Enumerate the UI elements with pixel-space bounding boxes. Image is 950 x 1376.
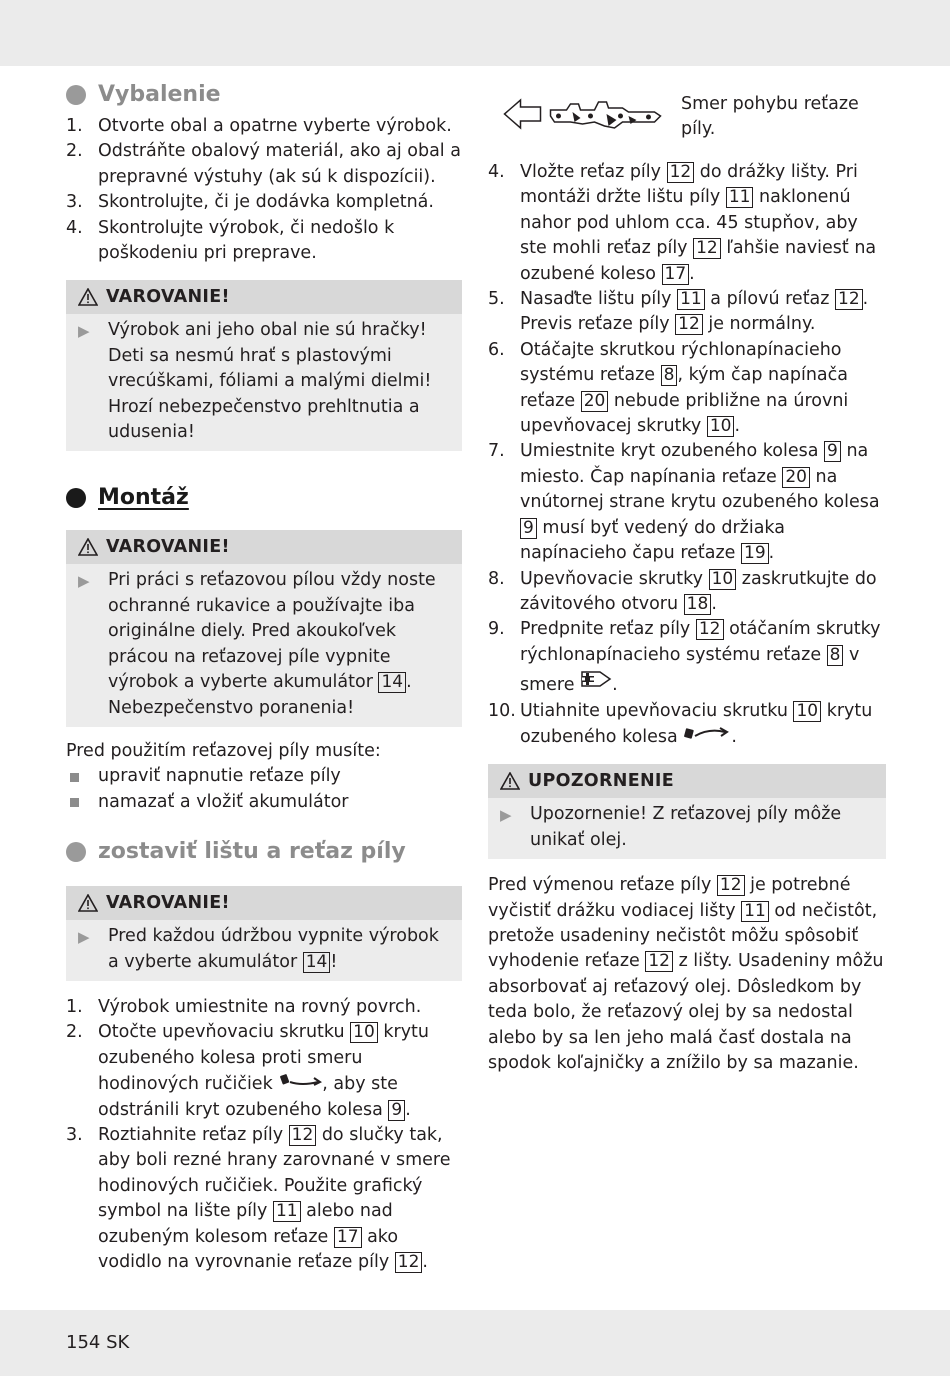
right-column — [488, 92, 886, 1076]
part-ref: 18 — [684, 594, 712, 615]
list-item: 2. Odstráňte obalový materiál, ako aj obal a prepravné výstuhy (ak sú k dispozícii). — [66, 141, 461, 187]
list-item: 6. Otáčajte skrutkou rýchlonapínacieho systému reťaze 8 , kým čap napínača reťaze 20 nebude približne na úrovni upevňovacej skrutky 10 . — [488, 339, 849, 437]
list-item: 7. Umiestnite kryt ozubeného kolesa 9 na miesto. Čap napínania reťaze 20 na vnútornej strane krytu ozubeného kolesa 9 musí byť vedený do držiaka napínacieho čapu reťaze 19 . — [488, 441, 880, 564]
part-ref: 10 — [793, 701, 821, 722]
part-ref: 12 — [717, 875, 745, 896]
note-header: UPOZORNENIE — [488, 764, 886, 798]
note-text: Upozornenie! Z reťazovej píly môže unikať olej. — [530, 804, 842, 850]
warning-text: Pri práci s reťazovou pílou vždy noste ochranné rukavice a používajte iba originálne diely. Pred akoukoľvek prácou na reťazovej píle vypnite výrobok a vyberte akumulátor 14 . Nebezpečenstvo poranenia! — [108, 570, 436, 718]
page-number: 154 SK — [66, 1332, 130, 1353]
part-ref: 12 — [835, 289, 863, 310]
part-ref: 19 — [741, 543, 769, 564]
part-ref: 10 — [350, 1022, 378, 1043]
unpack-steps — [66, 114, 462, 266]
play-arrow-icon: ▶ — [78, 928, 90, 947]
part-ref: 20 — [581, 391, 609, 412]
warning-text: Výrobok ani jeho obal nie sú hračky! Deti sa nesmú hrať s plastovými vrecúškami, fóliami a malými dielmi! Hrozí nebezpečenstvo prehltnutia a udusenia! — [108, 320, 432, 443]
part-ref: 9 — [520, 518, 537, 539]
warning-triangle-icon — [78, 894, 98, 912]
list-item: 1. Otvorte obal a opatrne vyberte výrobok. — [66, 116, 452, 136]
warning-triangle-icon — [500, 772, 520, 790]
bullet-dot-icon — [66, 85, 86, 105]
unpack-warning-box — [66, 280, 462, 451]
note-box — [488, 764, 886, 859]
counterclockwise-rotate-icon — [278, 1071, 322, 1089]
chain-cleaning-paragraph: Pred výmenou reťaze píly 12 je potrebné vyčistiť drážku vodiacej lišty 11 od nečistôt, pretože usadeniny nečistôt môžu spôsobiť vyhodenie reťaze 12 z lišty. Usadeniny môžu absorbovať aj reťazový olej. Dôsledkom by teda bolo, že reťazový olej by sa nedostal alebo by sa len jeho malá časť dostala na spodok koľajničky a znížilo by sa mazanie. — [488, 875, 884, 1073]
assembly-heading: Montáž — [66, 485, 462, 510]
before-use-list — [66, 764, 462, 815]
part-ref: 17 — [662, 264, 690, 285]
part-ref: 12 — [395, 1252, 423, 1273]
part-ref: 11 — [741, 901, 769, 922]
warning-header: VAROVANIE! — [66, 280, 462, 314]
part-ref: 10 — [707, 416, 735, 437]
bullet-dot-icon — [66, 842, 86, 862]
plus-direction-arrow-icon — [580, 668, 612, 690]
warning-triangle-icon — [78, 288, 98, 306]
part-ref: 12 — [675, 314, 703, 335]
part-ref: 14 — [378, 672, 406, 693]
part-ref: 8 — [827, 645, 844, 666]
list-item: 1. Výrobok umiestnite na rovný povrch. — [66, 996, 422, 1017]
list-item: 4. Skontrolujte výrobok, či nedošlo k poškodeniu pri preprave. — [66, 217, 395, 264]
list-item: 10. Utiahnite upevňovaciu skrutku 10 krytu ozubeného kolesa . — [488, 700, 873, 747]
footer-band — [0, 1310, 950, 1376]
play-arrow-icon: ▶ — [78, 322, 90, 341]
square-bullet-icon — [70, 798, 79, 807]
chain-direction-caption: Smer pohybu reťaze píly. — [681, 94, 859, 140]
part-ref: 12 — [645, 951, 673, 972]
assembly-steps-continued — [488, 160, 886, 750]
part-ref: 20 — [782, 467, 810, 488]
list-item: 3. Roztiahnite reťaz píly 12 do slučky tak, aby boli rezné hrany zarovnané v smere hodinových ručičiek. Použite grafický symbol na lište píly 11 alebo nad ozubeným kolesom reťaze 17 ako vodidlo na vyrovnanie reťaze píly 12 . — [66, 1124, 451, 1272]
list-item: upraviť napnutie reťaze píly — [66, 764, 462, 789]
part-ref: 9 — [388, 1100, 405, 1121]
unpack-heading: Vybalenie — [66, 82, 462, 107]
bar-heading: zostaviť lištu a reťaz píly — [66, 839, 462, 864]
left-column — [66, 80, 462, 1275]
bullet-dot-icon — [66, 488, 86, 508]
clockwise-rotate-icon — [683, 724, 731, 742]
before-use-text: Pred použitím reťazovej píly musíte: — [66, 740, 381, 761]
chain-direction-icon — [488, 92, 681, 136]
part-ref: 9 — [824, 441, 841, 462]
list-item: 3. Skontrolujte, či je dodávka kompletná. — [66, 192, 434, 213]
part-ref: 14 — [303, 952, 331, 973]
list-item: namazať a vložiť akumulátor — [66, 790, 462, 815]
part-ref: 10 — [709, 569, 737, 590]
play-arrow-icon: ▶ — [500, 806, 512, 825]
list-item: 8. Upevňovacie skrutky 10 zaskrutkujte do závitového otvoru 18 . — [488, 568, 877, 614]
square-bullet-icon — [70, 773, 79, 782]
warning-header: VAROVANIE! — [66, 530, 462, 564]
part-ref: 11 — [273, 1201, 301, 1222]
bar-warning-box — [66, 886, 462, 981]
warning-text: Pred každou údržbou vypnite výrobok a vyberte akumulátor 14 ! — [108, 926, 439, 972]
header-band — [0, 0, 950, 66]
part-ref: 11 — [726, 187, 754, 208]
warning-triangle-icon — [78, 538, 98, 556]
list-item: 2. Otočte upevňovaciu skrutku 10 krytu ozubeného kolesa proti smeru hodinových ručičiek , aby ste odstránili kryt ozubeného kolesa 9 . — [66, 1022, 429, 1120]
part-ref: 12 — [696, 619, 724, 640]
part-ref: 12 — [289, 1125, 317, 1146]
part-ref: 12 — [693, 238, 721, 259]
bar-steps — [66, 995, 462, 1275]
assembly-warning-box — [66, 530, 462, 726]
chain-direction-figure — [488, 92, 886, 146]
list-item: 9. Predpnite reťaz píly 12 otáčaním skrutky rýchlonapínacieho systému reťaze 8 v smere . — [488, 619, 881, 696]
list-item: 4. Vložte reťaz píly 12 do drážky lišty. Pri montáži držte lištu píly 11 naklonenú nahor pod uhlom cca. 45 stupňov, aby ste mohli reťaz píly 12 ľahšie naviesť na ozubené koleso 17 . — [488, 162, 877, 284]
warning-header: VAROVANIE! — [66, 886, 462, 920]
part-ref: 8 — [661, 365, 678, 386]
list-item: 5. Nasaďte lištu píly 11 a pílovú reťaz 12 . Previs reťaze píly 12 je normálny. — [488, 289, 869, 335]
part-ref: 12 — [667, 162, 695, 183]
part-ref: 17 — [334, 1227, 362, 1248]
play-arrow-icon: ▶ — [78, 572, 90, 591]
part-ref: 11 — [677, 289, 705, 310]
